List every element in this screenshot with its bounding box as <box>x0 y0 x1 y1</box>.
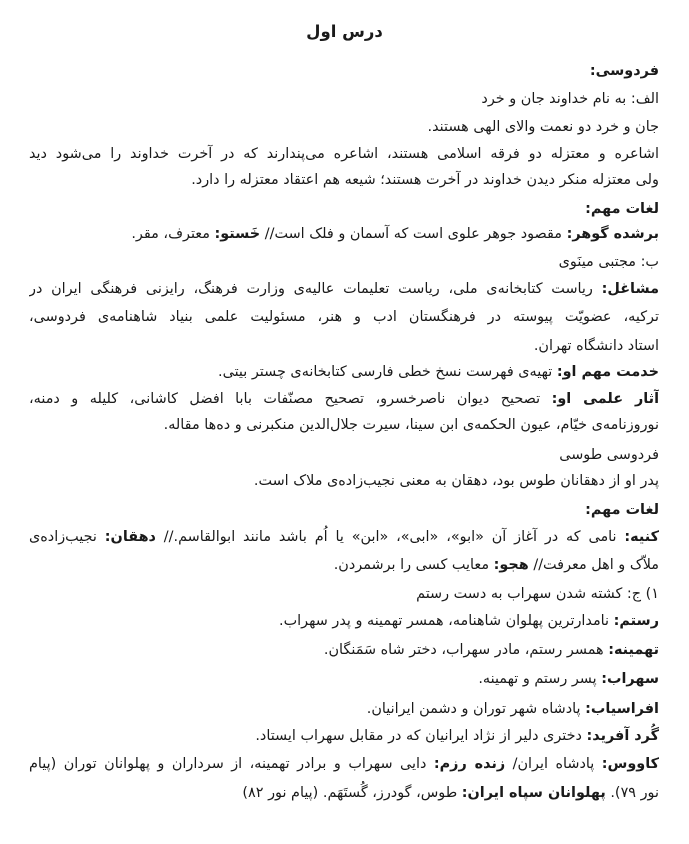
konyeh-line <box>29 524 659 550</box>
term-borshodeh: برشده گوهر: <box>566 226 659 242</box>
section-heading-vocab-2: لغات مهم: <box>585 502 659 518</box>
jan-kherad-line: جان و خرد دو نعمت والای الهی هستند. <box>427 119 659 135</box>
alef-line: الف: به نام خداوند جان و خرد <box>481 91 659 107</box>
ashaere-line-1: اشاعره و معتزله دو فرقه اسلامی هستند، اشاعره می‌پندارند که در آخرت خداوند را می‌شود دید <box>29 146 659 162</box>
section-heading-ferdowsi: فردوسی: <box>589 63 659 79</box>
section-heading-vocab-1: لغات مهم: <box>585 201 659 217</box>
def-gordafarid: دختری دلیر از نژاد ایرانیان که در مقابل سهراب ایستاد. <box>255 728 582 744</box>
term-khedmat: خدمت مهم او: <box>556 364 659 380</box>
def-khedmat: تهیه‌ی فهرست نسخ خطی فارسی کتابخانه‌ی چستر بیتی. <box>218 364 553 380</box>
rostam-line <box>29 608 659 634</box>
term-khastoo: خَستو: <box>214 226 261 242</box>
page-title: درس اول <box>306 22 383 41</box>
mashaghel-line-1 <box>29 276 659 302</box>
term-zendeh-razm: زنده رزم: <box>433 756 506 772</box>
term-gordafarid: گُرد آفرید: <box>586 728 659 744</box>
def-dehghan-1: نجیب‌زاده‌ی <box>29 529 97 545</box>
khedmat-line <box>29 359 659 385</box>
payam-line <box>29 780 659 806</box>
asar-line-2: نوروزنامه‌ی خیّام، عیون الحکمه‌ی ابن سینا، سیرت جلال‌الدین منکبرنی و ده‌ها مقاله. <box>163 417 659 433</box>
term-konyeh: کنیه: <box>624 529 659 545</box>
def-zendeh-razm: دایی سهراب و برادر تهمینه، از سرداران و پهلوانان توران (پیام <box>29 756 427 772</box>
vocab-borshodeh-line <box>29 221 659 247</box>
def-konyeh: نامی که در آغاز آن «ابو»، «ابی»، «ابن» یا اُم باشد مانند ابوالقاسم.// <box>163 529 617 545</box>
item-1-line: ۱) ج: کشته شدن سهراب به دست رستم <box>416 586 659 602</box>
mallak-line <box>29 552 659 578</box>
term-dehghan: دهقان: <box>104 529 156 545</box>
term-kavoos: کاووس: <box>601 756 659 772</box>
term-hajv: هجو: <box>493 557 529 573</box>
gordafarid-line <box>29 723 659 749</box>
def-kavoos: پادشاه ایران/ <box>512 756 595 772</box>
def-tahmineh: همسر رستم، مادر سهراب، دختر شاه سَمَنگان. <box>323 642 604 658</box>
def-borshodeh: مقصود جوهر علوی است که آسمان و فلک است// <box>264 226 563 242</box>
def-mashaghel-1: ریاست کتابخانه‌ی ملی، ریاست تعلیمات عالیه‌ی وزارت فرهنگ، رایزنی فرهنگی ایران در <box>29 281 593 297</box>
def-pahlavanan: طوس، گودرز، گُستَهَم. (پیام نور ۸۲) <box>242 785 458 801</box>
afrasiab-line <box>29 696 659 722</box>
def-sohrab: پسر رستم و تهمینه. <box>478 671 597 687</box>
kavoos-line <box>29 751 659 777</box>
term-rostam: رستم: <box>613 613 659 629</box>
def-dehghan-2: ملاّک و اهل معرفت// <box>533 557 659 573</box>
def-asar-1: تصحیح دیوان ناصرخسرو، تصحیح مصنّفات بابا افضل کاشانی، کلیله و دمنه، <box>29 391 541 407</box>
term-sohrab: سهراب: <box>601 671 659 687</box>
ferdowsi-toosi-line: فردوسی طوسی <box>559 447 659 463</box>
ref-payam-79: نور ۷۹). <box>610 785 659 801</box>
def-khastoo: معترف، مقر. <box>131 226 210 242</box>
mashaghel-line-3: استاد دانشگاه تهران. <box>533 338 659 354</box>
term-pahlavanan: پهلوانان سپاه ایران: <box>461 785 606 801</box>
sohrab-line <box>29 666 659 692</box>
pedar-line: پدر او از دهقانان طوس بود، دهقان به معنی نجیب‌زاده‌ی ملاک است. <box>253 473 659 489</box>
term-mashaghel: مشاغل: <box>601 281 659 297</box>
def-hajv: معایب کسی را برشمردن. <box>333 557 490 573</box>
def-rostam: نامدارترین پهلوان شاهنامه، همسر تهمینه و پدر سهراب. <box>279 613 610 629</box>
def-afrasiab: پادشاه شهر توران و دشمن ایرانیان. <box>366 701 581 717</box>
term-asar: آثار علمی او: <box>551 391 659 407</box>
be-minavi-line: ب: مجتبی مینَوی <box>558 254 659 270</box>
tahmineh-line <box>29 637 659 663</box>
mashaghel-line-2: ترکیه، عضویّت پیوسته در فرهنگستان ادب و هنر، مسئولیت علمی بنیاد شاهنامه‌ی فردوسی، <box>29 309 659 325</box>
term-tahmineh: تهمینه: <box>608 642 659 658</box>
asar-line-1 <box>29 386 659 412</box>
ashaere-line-2: ولی معتزله منکر دیدن خداوند در آخرت هستند؛ شیعه هم اعتقاد معتزله را دارد. <box>191 172 659 188</box>
term-afrasiab: افراسیاب: <box>585 701 659 717</box>
